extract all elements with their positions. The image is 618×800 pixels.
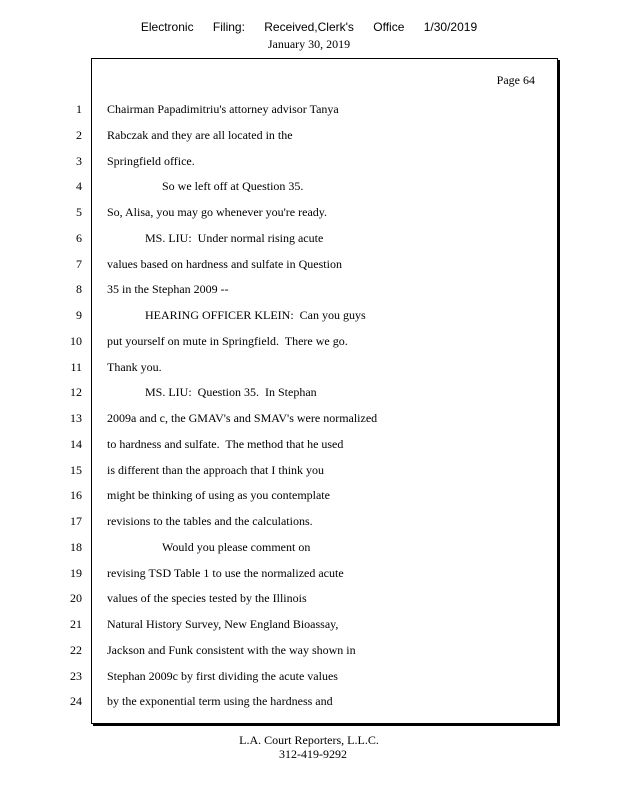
transcript-line: revising TSD Table 1 to use the normalized acute	[107, 565, 344, 580]
page-number: Page 64	[496, 73, 535, 87]
line-number: 6	[76, 230, 82, 245]
transcript-line: put yourself on mute in Springfield. There we go.	[107, 333, 348, 348]
transcript-line: HEARING OFFICER KLEIN: Can you guys	[145, 308, 366, 322]
header-date: January 30, 2019	[267, 37, 351, 51]
transcript-line: Natural History Survey, New England Bioassay,	[107, 617, 339, 631]
line-number: 1	[76, 102, 82, 116]
line-number: 24	[70, 694, 82, 709]
transcript-line: So, Alisa, you may go whenever you're ready.	[107, 205, 327, 219]
line-number: 22	[70, 642, 82, 657]
stamp-date: 1/30/2019	[423, 20, 478, 34]
line-number: 3	[76, 153, 82, 168]
transcript-line: Rabczak and they are all located in the	[107, 127, 293, 142]
transcript-line: is different than the approach that I think you	[107, 462, 325, 477]
line-number: 13	[70, 411, 82, 425]
filing-stamp	[0, 20, 618, 34]
transcript-line: 35 in the Stephan 2009 --	[107, 282, 229, 297]
transcript-line: revisions to the tables and the calculations.	[107, 514, 313, 528]
transcript-line: 2009a and c, the GMAV's and SMAV's were normalized	[107, 411, 378, 425]
transcript-line: MS. LIU: Under normal rising acute	[145, 230, 324, 245]
line-number: 4	[76, 179, 82, 194]
transcript-line: Stephan 2009c by first dividing the acute values	[107, 668, 338, 683]
line-number-column	[60, 102, 82, 720]
line-number: 8	[76, 282, 82, 297]
line-number: 15	[70, 462, 82, 477]
stamp-electronic: Electronic	[140, 20, 194, 34]
transcript-line: values based on hardness and sulfate in Question	[107, 256, 342, 271]
line-number: 23	[70, 668, 82, 683]
line-number: 18	[70, 539, 82, 554]
line-number: 11	[70, 359, 82, 374]
line-number: 17	[70, 514, 82, 528]
transcript-line: by the exponential term using the hardness and	[107, 694, 333, 709]
court-reporter-name: L.A. Court Reporters, L.L.C.	[239, 733, 379, 747]
line-number: 7	[76, 256, 82, 271]
transcript-line: Springfield office.	[107, 153, 195, 168]
transcript-line: might be thinking of using as you contemplate	[107, 488, 330, 503]
line-number: 9	[76, 308, 82, 322]
line-number: 2	[76, 127, 82, 142]
line-number: 5	[76, 205, 82, 219]
stamp-received-clerks: Received,Clerk's	[264, 20, 354, 34]
line-number: 12	[70, 385, 82, 400]
line-number: 16	[70, 488, 82, 503]
stamp-office: Office	[373, 20, 405, 34]
line-number: 21	[70, 617, 82, 631]
transcript-line: values of the species tested by the Illinois	[107, 591, 307, 606]
transcript-line: Chairman Papadimitriu's attorney advisor Tanya	[107, 102, 339, 116]
line-number: 20	[70, 591, 82, 606]
transcript-line: MS. LIU: Question 35. In Stephan	[145, 385, 317, 400]
transcript-text-column	[107, 102, 547, 720]
stamp-filing: Filing:	[212, 20, 245, 34]
transcript-line: So we left off at Question 35.	[162, 179, 304, 194]
court-reporter-phone: 312-419-9292	[279, 747, 347, 761]
transcript-line: to hardness and sulfate. The method that he used	[107, 436, 344, 451]
transcript-line: Thank you.	[107, 359, 162, 374]
line-number: 10	[70, 333, 82, 348]
transcript-line: Would you please comment on	[162, 539, 311, 554]
transcript-line: Jackson and Funk consistent with the way shown in	[107, 642, 356, 657]
line-number: 19	[70, 565, 82, 580]
line-number: 14	[70, 436, 82, 451]
